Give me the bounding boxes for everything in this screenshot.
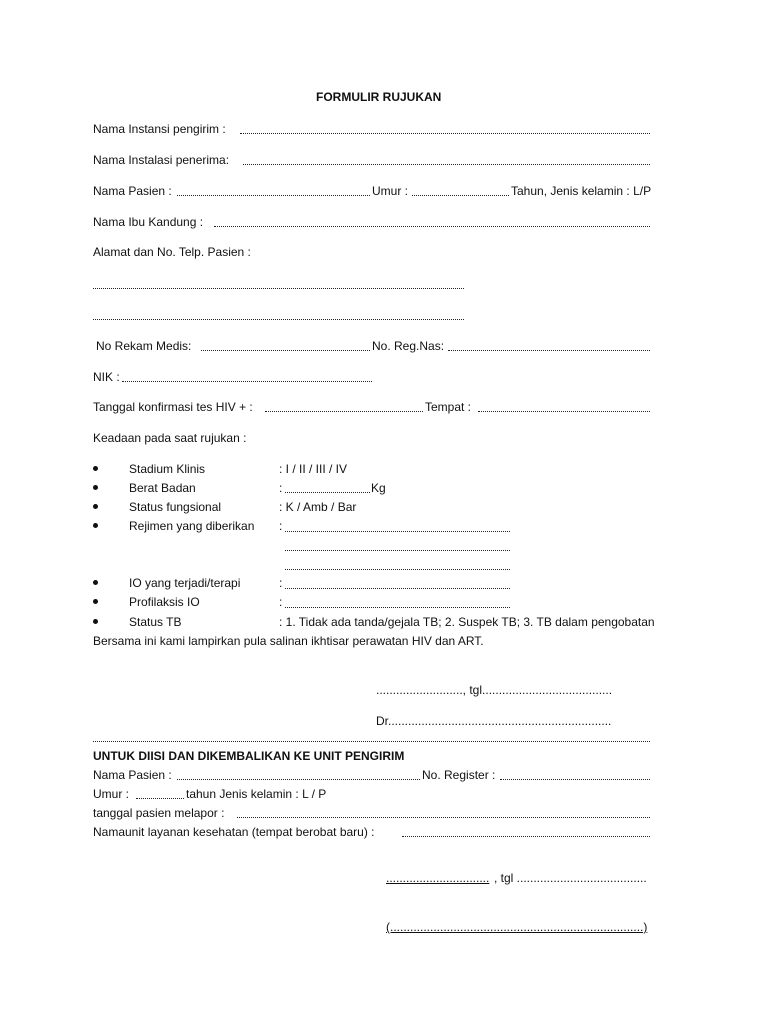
ibu-kandung-label: Nama Ibu Kandung :	[93, 215, 204, 229]
io-field[interactable]	[285, 588, 510, 589]
tempat-field[interactable]	[478, 411, 650, 412]
instalasi-penerima-field[interactable]	[243, 164, 650, 165]
unit-layanan-field[interactable]	[402, 836, 650, 837]
profilaksis-colon: :	[279, 595, 283, 609]
doctor-line[interactable]: Dr...................................................................	[376, 714, 612, 728]
status-fungsional-value: : K / Amb / Bar	[279, 500, 357, 514]
status-tb-value: : 1. Tidak ada tanda/gejala TB; 2. Suspek TB; 3. TB dalam pengobatan	[279, 615, 655, 629]
alamat-label: Alamat dan No. Telp. Pasien :	[93, 245, 251, 259]
umur-field[interactable]	[412, 195, 509, 196]
nik-field[interactable]	[122, 381, 372, 382]
berat-badan-label: Berat Badan	[129, 481, 196, 495]
rekam-medis-label: No Rekam Medis:	[96, 339, 192, 353]
rejimen-label: Rejimen yang diberikan	[129, 519, 255, 533]
tahun-jenis-kelamin-label: Tahun, Jenis kelamin : L/P	[511, 184, 652, 198]
bullet-icon	[93, 523, 98, 528]
ibu-kandung-field[interactable]	[214, 226, 650, 227]
bullet-icon	[93, 466, 98, 471]
tempat-label: Tempat :	[425, 400, 472, 414]
profilaksis-label: Profilaksis IO	[129, 595, 200, 609]
return-umur-label: Umur :	[93, 787, 129, 801]
form-title: FORMULIR RUJUKAN	[316, 90, 442, 104]
place-date-line[interactable]: .........................., tgl.......................................	[376, 683, 613, 697]
tgl-konfirmasi-field[interactable]	[265, 411, 423, 412]
instalasi-penerima-label: Nama Instalasi penerima:	[93, 153, 230, 167]
bullet-icon	[93, 619, 98, 624]
io-label: IO yang terjadi/terapi	[129, 576, 241, 590]
rejimen-field-line-3[interactable]	[285, 569, 510, 570]
nama-pasien-field[interactable]	[177, 195, 370, 196]
section-separator	[93, 741, 650, 742]
return-nama-pasien-label: Nama Pasien :	[93, 768, 172, 782]
alamat-field-line-1[interactable]	[93, 288, 464, 289]
instansi-pengirim-field[interactable]	[240, 133, 650, 134]
berat-badan-colon: :	[279, 481, 283, 495]
rejimen-field-line-2[interactable]	[285, 550, 510, 551]
return-tahun-jk-label: tahun Jenis kelamin : L / P	[186, 787, 327, 801]
status-tb-label: Status TB	[129, 615, 182, 629]
instansi-pengirim-label: Nama Instansi pengirim :	[93, 122, 226, 136]
return-sign-line[interactable]: (............................................................................)	[386, 920, 648, 934]
return-nama-pasien-field[interactable]	[177, 779, 420, 780]
bullet-icon	[93, 485, 98, 490]
status-fungsional-label: Status fungsional	[129, 500, 222, 514]
tgl-konfirmasi-label: Tanggal konfirmasi tes HIV + :	[93, 400, 253, 414]
stadium-value: : I / II / III / IV	[279, 462, 348, 476]
return-umur-field[interactable]	[136, 798, 184, 799]
profilaksis-field[interactable]	[285, 607, 510, 608]
nama-pasien-label: Nama Pasien :	[93, 184, 172, 198]
keadaan-label: Keadaan pada saat rujukan :	[93, 431, 247, 445]
return-place-dots[interactable]: ...............................	[386, 871, 490, 885]
berat-badan-unit: Kg	[371, 481, 386, 495]
return-tgl-line[interactable]: , tgl .......................................	[494, 871, 647, 885]
return-section-heading: UNTUK DIISI DAN DIKEMBALIKAN KE UNIT PENGIRIM	[93, 749, 405, 763]
tanggal-melapor-label: tanggal pasien melapor :	[93, 806, 225, 820]
no-register-field[interactable]	[500, 779, 650, 780]
bullet-icon	[93, 599, 98, 604]
berat-badan-field[interactable]	[285, 492, 370, 493]
stadium-label: Stadium Klinis	[129, 462, 206, 476]
rekam-medis-field[interactable]	[201, 350, 370, 351]
reg-nas-label: No. Reg.Nas:	[372, 339, 445, 353]
nik-label: NIK :	[93, 370, 120, 384]
tanggal-melapor-field[interactable]	[237, 817, 650, 818]
unit-layanan-label: Namaunit layanan kesehatan (tempat berobat baru) :	[93, 825, 375, 839]
reg-nas-field[interactable]	[448, 350, 650, 351]
rejimen-field-line-1[interactable]	[285, 531, 510, 532]
umur-label: Umur :	[372, 184, 408, 198]
bullet-icon	[93, 580, 98, 585]
bullet-icon	[93, 504, 98, 509]
no-register-label: No. Register :	[422, 768, 496, 782]
attachment-note: Bersama ini kami lampirkan pula salinan ikhtisar perawatan HIV dan ART.	[93, 634, 484, 648]
alamat-field-line-2[interactable]	[93, 319, 464, 320]
io-colon: :	[279, 576, 283, 590]
rejimen-colon: :	[279, 519, 283, 533]
